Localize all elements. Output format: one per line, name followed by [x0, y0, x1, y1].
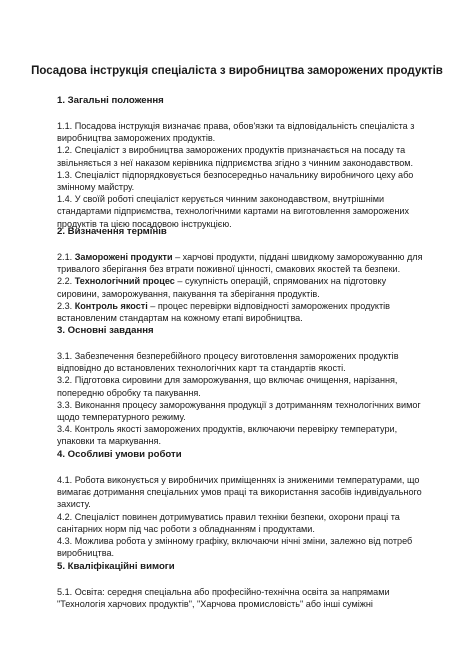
paragraph-5-1: 5.1. Освіта: середня спеціальна або професійно-технічна освіта за напрямами "Технологія харчових продуктів", "Харчова промисловість" або інші суміжні: [57, 587, 390, 610]
section-heading: 1. Загальні положення: [57, 95, 164, 106]
section-definitions: [57, 226, 423, 324]
paragraph-2-3: [57, 300, 423, 324]
paragraph-1-2: 1.2. Спеціаліст з виробництва заморожених продуктів призначається на посаду та звільняється з неї наказом керівника підприємства згідно з чинним законодавством.: [57, 145, 414, 168]
paragraph-1-1: 1.1. Посадова інструкція визначає права, обов'язки та відповідальність спеціаліста з виробництва заморожених продуктів.: [57, 121, 415, 144]
section-heading: 2. Визначення термінів: [57, 226, 167, 237]
paragraph-3-2: 3.2. Підготовка сировини для заморожування, що включає очищення, нарізання, попередню обробку та пакування.: [57, 375, 398, 398]
paragraph-4-2: 4.2. Спеціаліст повинен дотримуватись правил техніки безпеки, охорони праці та санітарних норм під час роботи з обладнанням і продуктами.: [57, 511, 400, 534]
paragraph-4-3: 4.3. Можлива робота у змінному графіку, включаючи нічні зміни, залежно від потреб виробництва.: [57, 536, 413, 559]
section-heading: 5. Кваліфікаційні вимоги: [57, 561, 175, 572]
term-technological-process: Технологічний процес: [74, 276, 175, 287]
section-qualification-requirements: [57, 561, 423, 610]
term-definition: – харчові продукти, піддані швидкому заморожуванню для тривалого зберігання без втрати поживної цінності, смакових якостей та безпеки.: [57, 252, 423, 275]
paragraph-2-2: [57, 275, 423, 299]
section-heading: 4. Особливі умови роботи: [57, 449, 182, 460]
term-definition: – процес перевірки відповідності заморожених продуктів встановленим стандартам на кожному етапі виробництва.: [57, 300, 391, 324]
paragraph-4-1: 4.1. Робота виконується у виробничих приміщеннях із зниженими температурами, що вимагає дотримання спеціальних умов праці та використання засобів індивідуального захисту.: [57, 475, 422, 510]
term-quality-control: Контроль якості: [74, 300, 148, 311]
term-definition: – сукупність операцій, спрямованих на підготовку сировини, заморожування, пакування та зберігання продуктів.: [57, 276, 387, 299]
item-number: 2.3.: [57, 300, 75, 311]
section-special-conditions: [57, 449, 423, 559]
item-number: 2.2.: [57, 276, 75, 287]
item-number: 2.1.: [57, 252, 75, 262]
paragraph-3-1: 3.1. Забезпечення безперебійного процесу виготовлення заморожених продуктів відповідно до встановлених технологічних карт та стандартів якості.: [57, 351, 399, 374]
paragraph-2-1: [57, 251, 423, 275]
document-title: Посадова інструкція спеціаліста з виробництва заморожених продуктів: [31, 65, 443, 77]
term-frozen-products: Заморожені продукти: [74, 252, 173, 262]
paragraph-1-3: 1.3. Спеціаліст підпорядковується безпосередньо начальнику виробничого цеху або змінному майстру.: [57, 169, 414, 193]
section-main-tasks: [57, 325, 423, 448]
paragraph-3-4: 3.4. Контроль якості заморожених продуктів, включаючи перевірку температури, упаковки та маркування.: [57, 424, 398, 447]
paragraph-3-3: 3.3. Виконання процесу заморожування продукції з дотриманням технологічних вимог щодо температурного режиму.: [57, 399, 421, 423]
section-heading: 3. Основні завдання: [57, 325, 154, 336]
paragraph-1-4: 1.4. У своїй роботі спеціаліст керується чинним законодавством, внутрішніми стандартами підприємства, технологічними картами на виготовлення заморожених продуктів та цією посадовою інструкцією.: [57, 194, 409, 229]
section-general-provisions: [57, 95, 423, 230]
